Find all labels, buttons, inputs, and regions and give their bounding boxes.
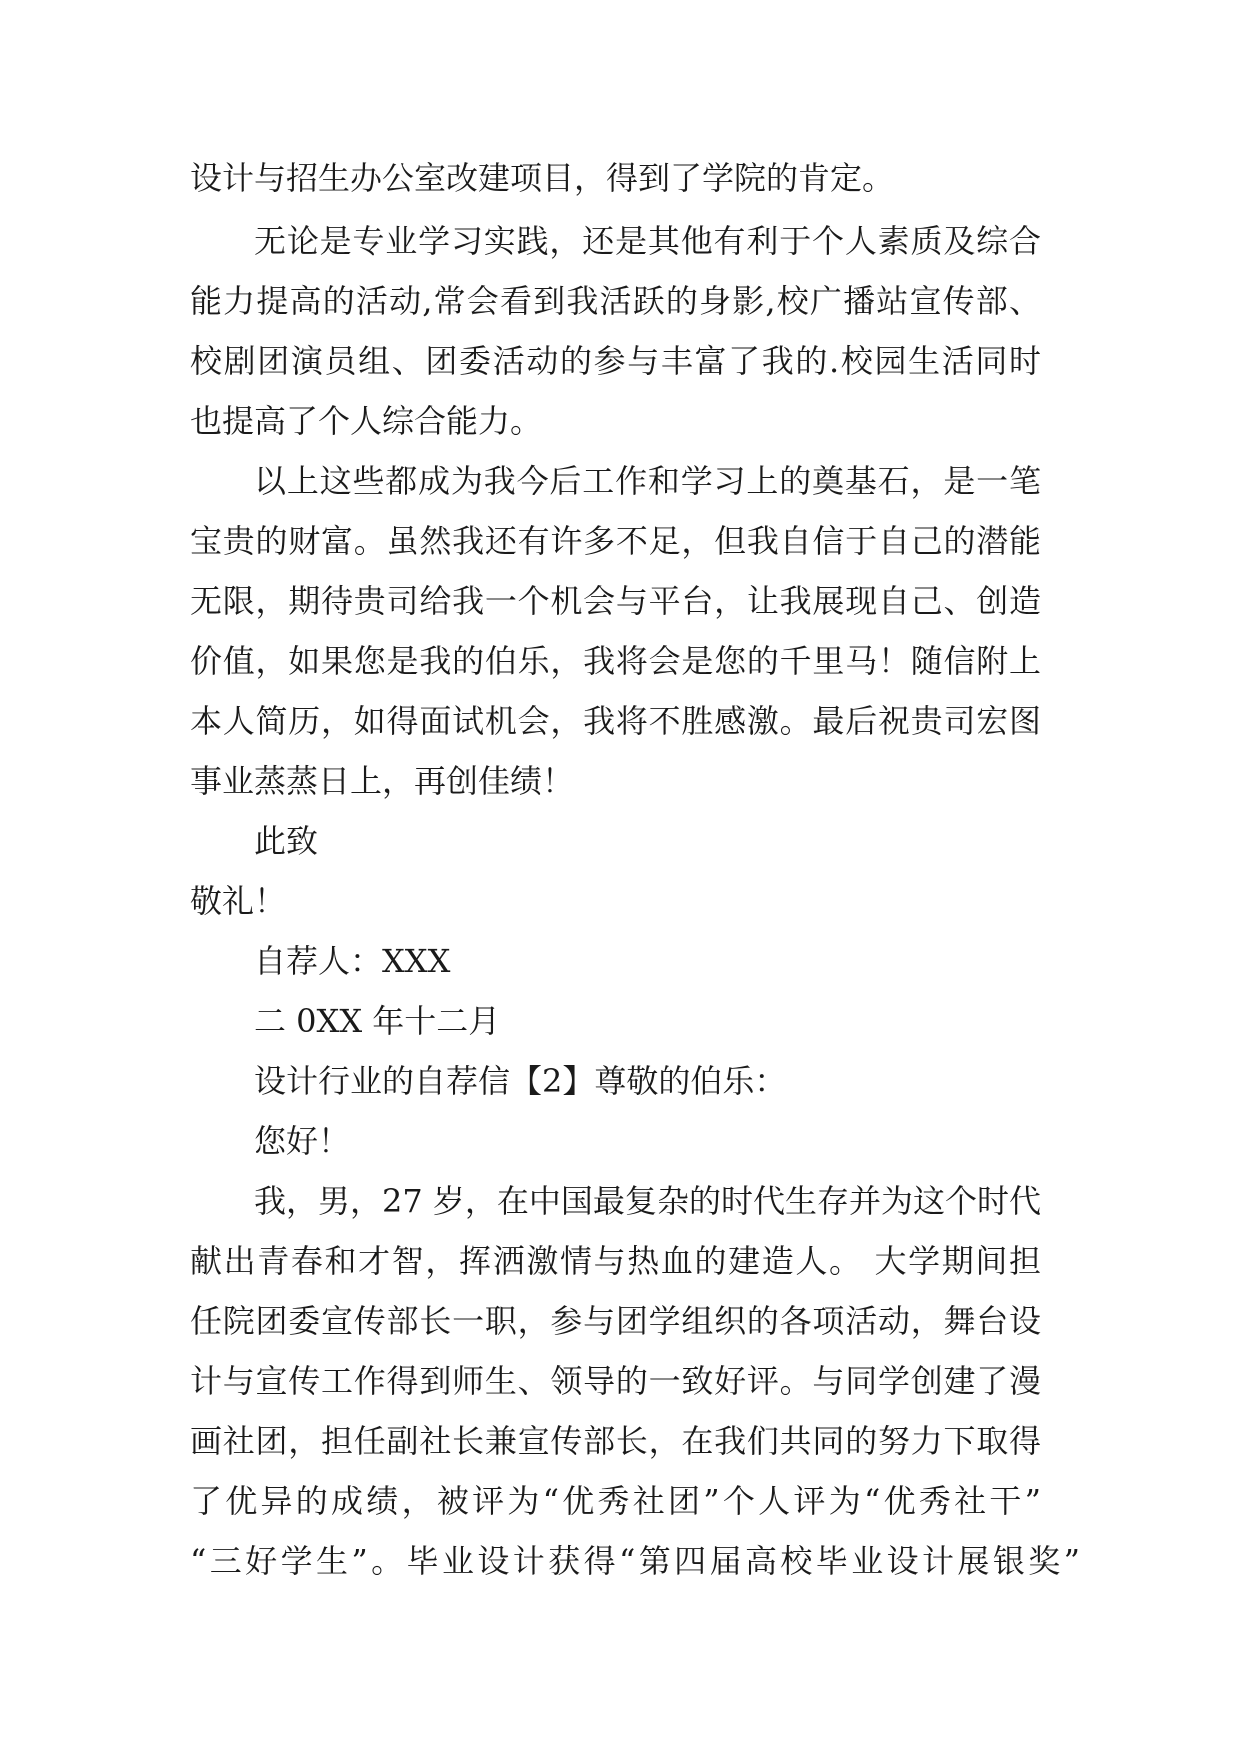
body-line: “三好学生”。毕业设计获得“第四届高校毕业设计展银奖” <box>190 1542 1080 1580</box>
section-heading: 设计行业的自荐信【2】尊敬的伯乐： <box>254 1062 787 1100</box>
body-line: 价值，如果您是我的伯乐，我将会是您的千里马！随信附上 <box>190 642 1041 680</box>
body-line: 无限，期待贵司给我一个机会与平台，让我展现自己、创造 <box>190 582 1041 620</box>
body-line: 本人简历，如得面试机会，我将不胜感激。最后祝贵司宏图 <box>190 702 1041 740</box>
body-line: 校剧团演员组、团委活动的参与丰富了我的.校园生活同时 <box>190 342 1041 380</box>
date-line: 二 0XX 年十二月 <box>254 1002 501 1040</box>
body-line: 能力提高的活动,常会看到我活跃的身影,校广播站宣传部、 <box>190 282 1041 320</box>
body-line: 也提高了个人综合能力。 <box>190 402 543 440</box>
body-line: 计与宣传工作得到师生、领导的一致好评。与同学创建了漫 <box>190 1362 1041 1400</box>
body-line: 设计与招生办公室改建项目，得到了学院的肯定。 <box>190 159 895 197</box>
body-line: 无论是专业学习实践，还是其他有利于个人素质及综合 <box>254 222 1041 260</box>
body-line: 画社团，担任副社长兼宣传部长，在我们共同的努力下取得 <box>190 1422 1041 1460</box>
body-line: 任院团委宣传部长一职，参与团学组织的各项活动，舞台设 <box>190 1302 1041 1340</box>
body-line: 了优异的成绩，被评为“优秀社团”个人评为“优秀社干” <box>190 1482 1041 1520</box>
body-line: 事业蒸蒸日上，再创佳绩！ <box>190 762 575 800</box>
body-line: 我，男，27 岁，在中国最复杂的时代生存并为这个时代 <box>254 1182 1041 1220</box>
signature-line: 自荐人：XXX <box>254 942 451 980</box>
salutation-line: 敬礼！ <box>190 882 287 920</box>
greeting-line: 您好！ <box>254 1122 351 1160</box>
body-line: 宝贵的财富。虽然我还有许多不足，但我自信于自己的潜能 <box>190 522 1041 560</box>
body-line: 以上这些都成为我今后工作和学习上的奠基石，是一笔 <box>254 462 1041 500</box>
closing-line: 此致 <box>254 822 319 860</box>
body-line: 献出青春和才智，挥洒激情与热血的建造人。 大学期间担 <box>190 1242 1041 1280</box>
